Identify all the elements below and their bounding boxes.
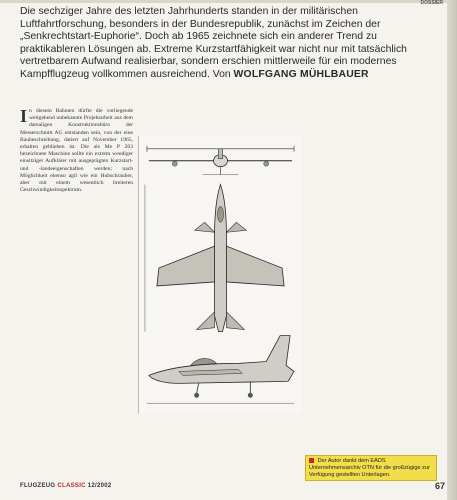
lead-paragraph bbox=[20, 6, 445, 81]
body-text-left: n diesem Rahmen dürfte die vorliegende weitgehend unbekannte Projektarbeit aus dem damaligen Konstruktionsbüro der Messerschmitt AG entstanden sein, von der eine Baubeschreibung, datiert auf November 1965, erhalten geblieben ist. Die als Me P 263 bezeichnete Maschine sollte ein extrem wendiger einsitziger Aufklärer mit ausgeprägten Kurzstart- und -landeeigenschaften werden; nach Möglichkeit ebenso agil wie ein Hubschrauber, aber mit einem wesentlich breiteren Geschwindigkeitsspektrum. bbox=[20, 108, 133, 194]
drawing-caption bbox=[294, 312, 302, 412]
acknowledgement-text: Der Autor dankt dem EADS Unternehmensarchiv OTN für die großzügige zur Verfügung gestellten Unterlagen. bbox=[309, 458, 430, 478]
top-view bbox=[145, 185, 284, 332]
page-footer bbox=[20, 481, 445, 493]
body-column-left bbox=[20, 108, 133, 470]
magazine-name: FLUGZEUG CLASSIC 12/2002 bbox=[20, 483, 112, 489]
body-column-mid-top bbox=[142, 108, 292, 132]
square-bullet-icon bbox=[309, 458, 314, 463]
aircraft-drawing-svg bbox=[139, 136, 302, 414]
author-name: WOLFGANG MÜHLBAUER bbox=[233, 68, 369, 80]
lead-text: Die sechziger Jahre des letzten Jahrhunderts standen in der militärischen Luftfahrtforschung, besonders in der Bundesrepublik, zunächst im Zeichen der „Senkrechtstart-Euphorie“. Doch ab 1965 zeichnete sich ein anderer Trend zu praktikableren Lösungen ab. Extreme Kurzstartfähigkeit war nicht nur mit tatsächlich vertretbarem Aufwand realisierbar, sondern erschien mittlerweile für ein modernes Kampfflugzeug vollkommen ausreichend. Von bbox=[20, 6, 407, 80]
section-tab: DOSSIER bbox=[420, 0, 443, 6]
body-column-mid-bottom bbox=[142, 415, 292, 470]
drop-cap: I bbox=[20, 108, 28, 126]
issue-number: 12/2002 bbox=[87, 483, 112, 489]
front-view bbox=[149, 149, 292, 175]
three-view-drawing bbox=[138, 136, 302, 414]
body-column-right bbox=[305, 108, 433, 453]
top-strip bbox=[0, 0, 457, 3]
side-view bbox=[147, 336, 294, 404]
page-edge bbox=[447, 0, 457, 500]
acknowledgement-box bbox=[305, 455, 437, 481]
page-number: 67 bbox=[434, 481, 445, 491]
